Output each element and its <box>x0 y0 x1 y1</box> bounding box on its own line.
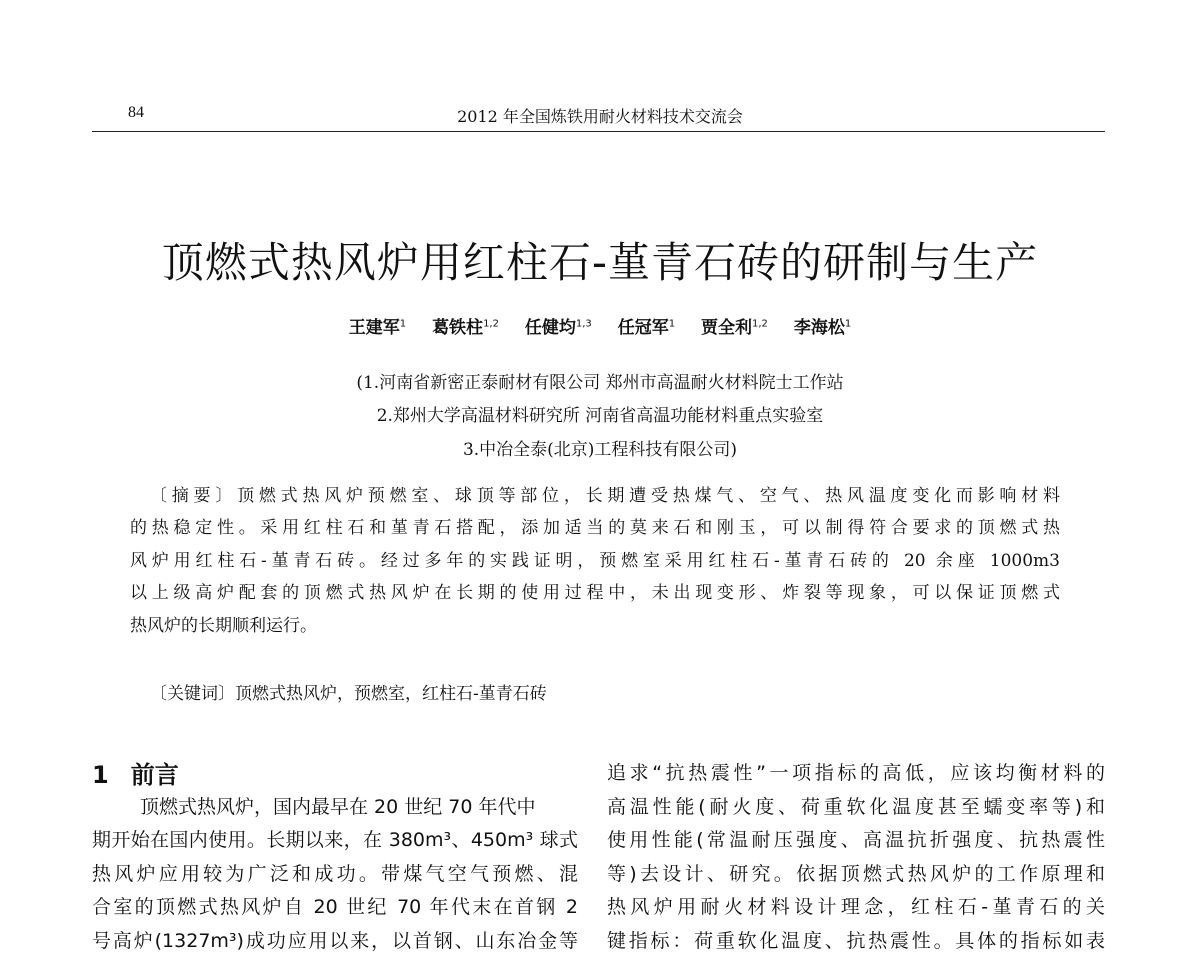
abstract-line: 热风炉的长期顺利运行。 <box>130 616 317 636</box>
body-line: 合室的顶燃式热风炉自 20 世纪 70 年代末在首钢 2 <box>92 896 578 918</box>
author-name: 贾全利 <box>701 318 753 338</box>
section-heading <box>92 755 179 790</box>
author <box>618 318 675 338</box>
author <box>432 318 499 338</box>
author-name: 葛铁柱 <box>432 318 484 338</box>
author <box>525 318 592 338</box>
author-name: 王建军 <box>348 318 400 338</box>
paper-title: 顶燃式热风炉用红柱石-堇青石砖的研制与生产 <box>161 238 1039 287</box>
body-line: 等)去设计、研究。依据顶燃式热风炉的工作原理和 <box>607 863 1105 885</box>
body-line: 热风炉用耐火材料设计理念，红柱石-堇青石的关 <box>607 896 1105 918</box>
header-rule <box>92 131 1105 132</box>
author-list <box>0 313 1200 338</box>
author-affiliation-mark: 1,2 <box>752 318 768 330</box>
author <box>701 318 768 338</box>
body-line: 顶燃式热风炉，国内最早在 20 世纪 70 年代中 <box>140 796 536 818</box>
author <box>349 318 406 338</box>
author-name: 任健均 <box>524 318 576 338</box>
body-line: 号高炉(1327m³)成功应用以来，以首钢、山东冶金等 <box>92 930 578 952</box>
affiliation-line: 2.郑州大学高温材料研究所 河南省高温功能材料重点实验室 <box>376 406 824 426</box>
author-affiliation-mark: 1,3 <box>575 318 592 330</box>
section-title: 前言 <box>130 761 179 789</box>
affiliation-line: (1.河南省新密正泰耐材有限公司 郑州市高温耐火材料院士工作站 <box>356 373 844 393</box>
abstract-line: 的热稳定性。采用红柱石和堇青石搭配，添加适当的莫来石和刚玉，可以制得符合要求的顶燃式热 <box>130 518 1060 538</box>
body-line: 使用性能(常温耐压强度、高温抗折强度、抗热震性 <box>607 829 1105 851</box>
abstract-line: 〔摘要〕顶燃式热风炉预燃室、球顶等部位，长期遭受热煤气、空气、热风温度变化而影响材料 <box>150 486 1060 506</box>
keywords: 〔关键词〕顶燃式热风炉，预燃室，红柱石-堇青石砖 <box>150 684 547 704</box>
body-line: 键指标：荷重软化温度、抗热震性。具体的指标如表 <box>607 930 1105 952</box>
body-line: 高温性能(耐火度、荷重软化温度甚至蠕变率等)和 <box>607 796 1105 818</box>
author-affiliation-mark: 1 <box>399 318 407 330</box>
author-affiliation-mark: 1 <box>668 318 676 330</box>
author <box>794 318 851 338</box>
running-title: 2012 年全国炼铁用耐火材料技术交流会 <box>457 107 743 126</box>
abstract-line: 以上级高炉配套的顶燃式热风炉在长期的使用过程中，未出现变形、炸裂等现象，可以保证顶燃式 <box>130 583 1060 603</box>
body-line: 期开始在国内使用。长期以来，在 380m³、450m³ 球式 <box>92 829 578 851</box>
author-name: 任冠军 <box>617 318 669 338</box>
abstract-line: 风炉用红柱石-堇青石砖。经过多年的实践证明，预燃室采用红柱石-堇青石砖的 20 余座 1000m3 <box>130 551 1060 571</box>
affiliation-line: 3.中冶全泰(北京)工程科技有限公司) <box>462 440 738 460</box>
author-affiliation-mark: 1 <box>844 318 852 330</box>
author-affiliation-mark: 1,2 <box>483 318 499 330</box>
section-number: 1 <box>92 761 109 789</box>
body-line: 追求“抗热震性”一项指标的高低，应该均衡材料的 <box>607 762 1105 784</box>
page-number: 84 <box>128 104 144 121</box>
author-name: 李海松 <box>793 318 845 338</box>
body-line: 热风炉应用较为广泛和成功。带煤气空气预燃、混 <box>92 863 578 885</box>
